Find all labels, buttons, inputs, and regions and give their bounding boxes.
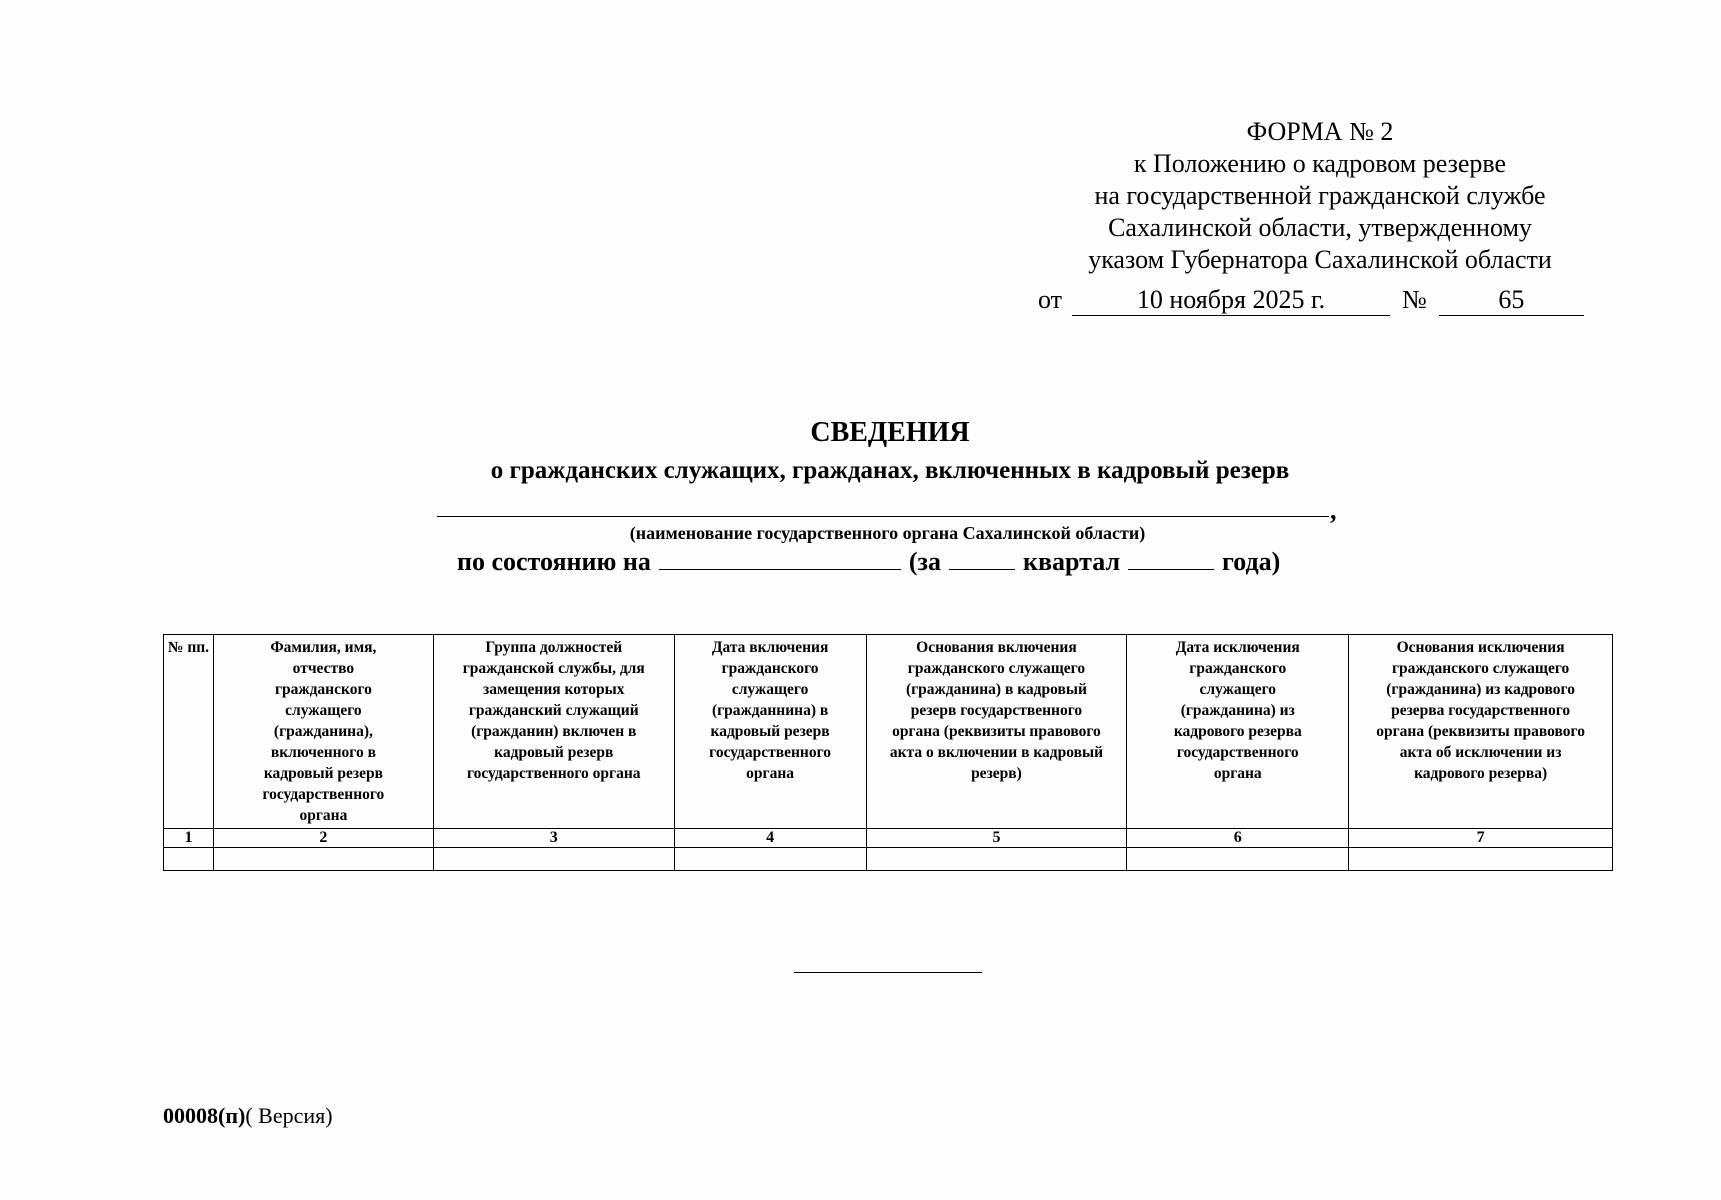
quarter-label: квартал xyxy=(1022,547,1121,576)
header-col-5: Основания включения гражданского служащего (гражданина) в кадровый резерв государственного органа (реквизиты правового акта о включении в кадровый резерв) xyxy=(866,635,1127,829)
header-col-4: Дата включения гражданского служащего (гражданнина) в кадровый резерв государственного органа xyxy=(674,635,866,829)
document-title: СВЕДЕНИЯ xyxy=(810,417,970,448)
table-cell xyxy=(674,848,866,871)
reserve-table xyxy=(163,634,1613,871)
form-title: ФОРМА № 2 xyxy=(1246,117,1394,146)
table-cell xyxy=(1349,848,1613,871)
table-row xyxy=(164,848,1613,871)
decree-reference xyxy=(1038,284,1584,316)
header-col-3: Группа должностей гражданской службы, для замещения которых гражданский служащий (гражданин) включен в кадровый резерв государственного органа xyxy=(433,635,674,829)
version-stamp xyxy=(163,1102,333,1130)
header-line-2: на государственной гражданской службе xyxy=(1094,181,1546,210)
year-blank xyxy=(1128,545,1214,570)
as-of-line xyxy=(457,545,1280,578)
column-number: 3 xyxy=(433,829,674,848)
table-cell xyxy=(164,848,214,871)
org-name-hint: (наименование государственного органа Сахалинской области) xyxy=(629,523,1146,543)
header-line-4: указом Губернатора Сахалинской области xyxy=(1088,245,1552,274)
column-number: 4 xyxy=(674,829,866,848)
quarter-blank xyxy=(949,545,1015,570)
org-name-blank xyxy=(437,516,1329,517)
header-col-2: Фамилия, имя, отчество гражданского служащего (гражданина), включенного в кадровый резерв государственного органа xyxy=(213,635,433,829)
table-cell xyxy=(1127,848,1349,871)
form-header xyxy=(1000,116,1640,276)
header-col-7: Основания исключения гражданского служащего (гражданина) из кадрового резерва государственного органа (реквизиты правового акта об исключении из кадрового резерва) xyxy=(1349,635,1613,829)
end-separator-line xyxy=(794,972,982,973)
table-cell xyxy=(866,848,1127,871)
header-line-1: к Положению о кадровом резерве xyxy=(1133,149,1507,178)
decree-number: 65 xyxy=(1439,285,1584,316)
column-number: 1 xyxy=(164,829,214,848)
document-subtitle: о гражданских служащих, гражданах, включенных в кадровый резерв xyxy=(490,457,1290,484)
header-col-1: № пп. xyxy=(164,635,214,829)
as-of-prefix: по состоянию на xyxy=(457,547,651,576)
for-label: (за xyxy=(908,547,941,576)
column-number: 7 xyxy=(1349,829,1613,848)
version-label: ( Версия) xyxy=(245,1103,333,1128)
table-cell xyxy=(213,848,433,871)
version-code: 00008(п) xyxy=(163,1103,246,1128)
table-cell xyxy=(433,848,674,871)
as-of-date-blank xyxy=(659,545,901,570)
header-line-3: Сахалинской области, утвержденному xyxy=(1108,213,1532,242)
column-number-row xyxy=(164,829,1613,848)
org-comma: , xyxy=(1330,496,1337,525)
column-number: 2 xyxy=(213,829,433,848)
table-header-row xyxy=(164,635,1613,829)
decree-date: 10 ноября 2025 г. xyxy=(1072,285,1390,316)
from-label: от xyxy=(1038,285,1063,314)
column-number: 5 xyxy=(866,829,1127,848)
year-label: года) xyxy=(1222,547,1281,576)
number-label: № xyxy=(1402,285,1427,314)
column-number: 6 xyxy=(1127,829,1349,848)
header-col-6: Дата исключения гражданского служащего (гражданина) из кадрового резерва государственного органа xyxy=(1127,635,1349,829)
